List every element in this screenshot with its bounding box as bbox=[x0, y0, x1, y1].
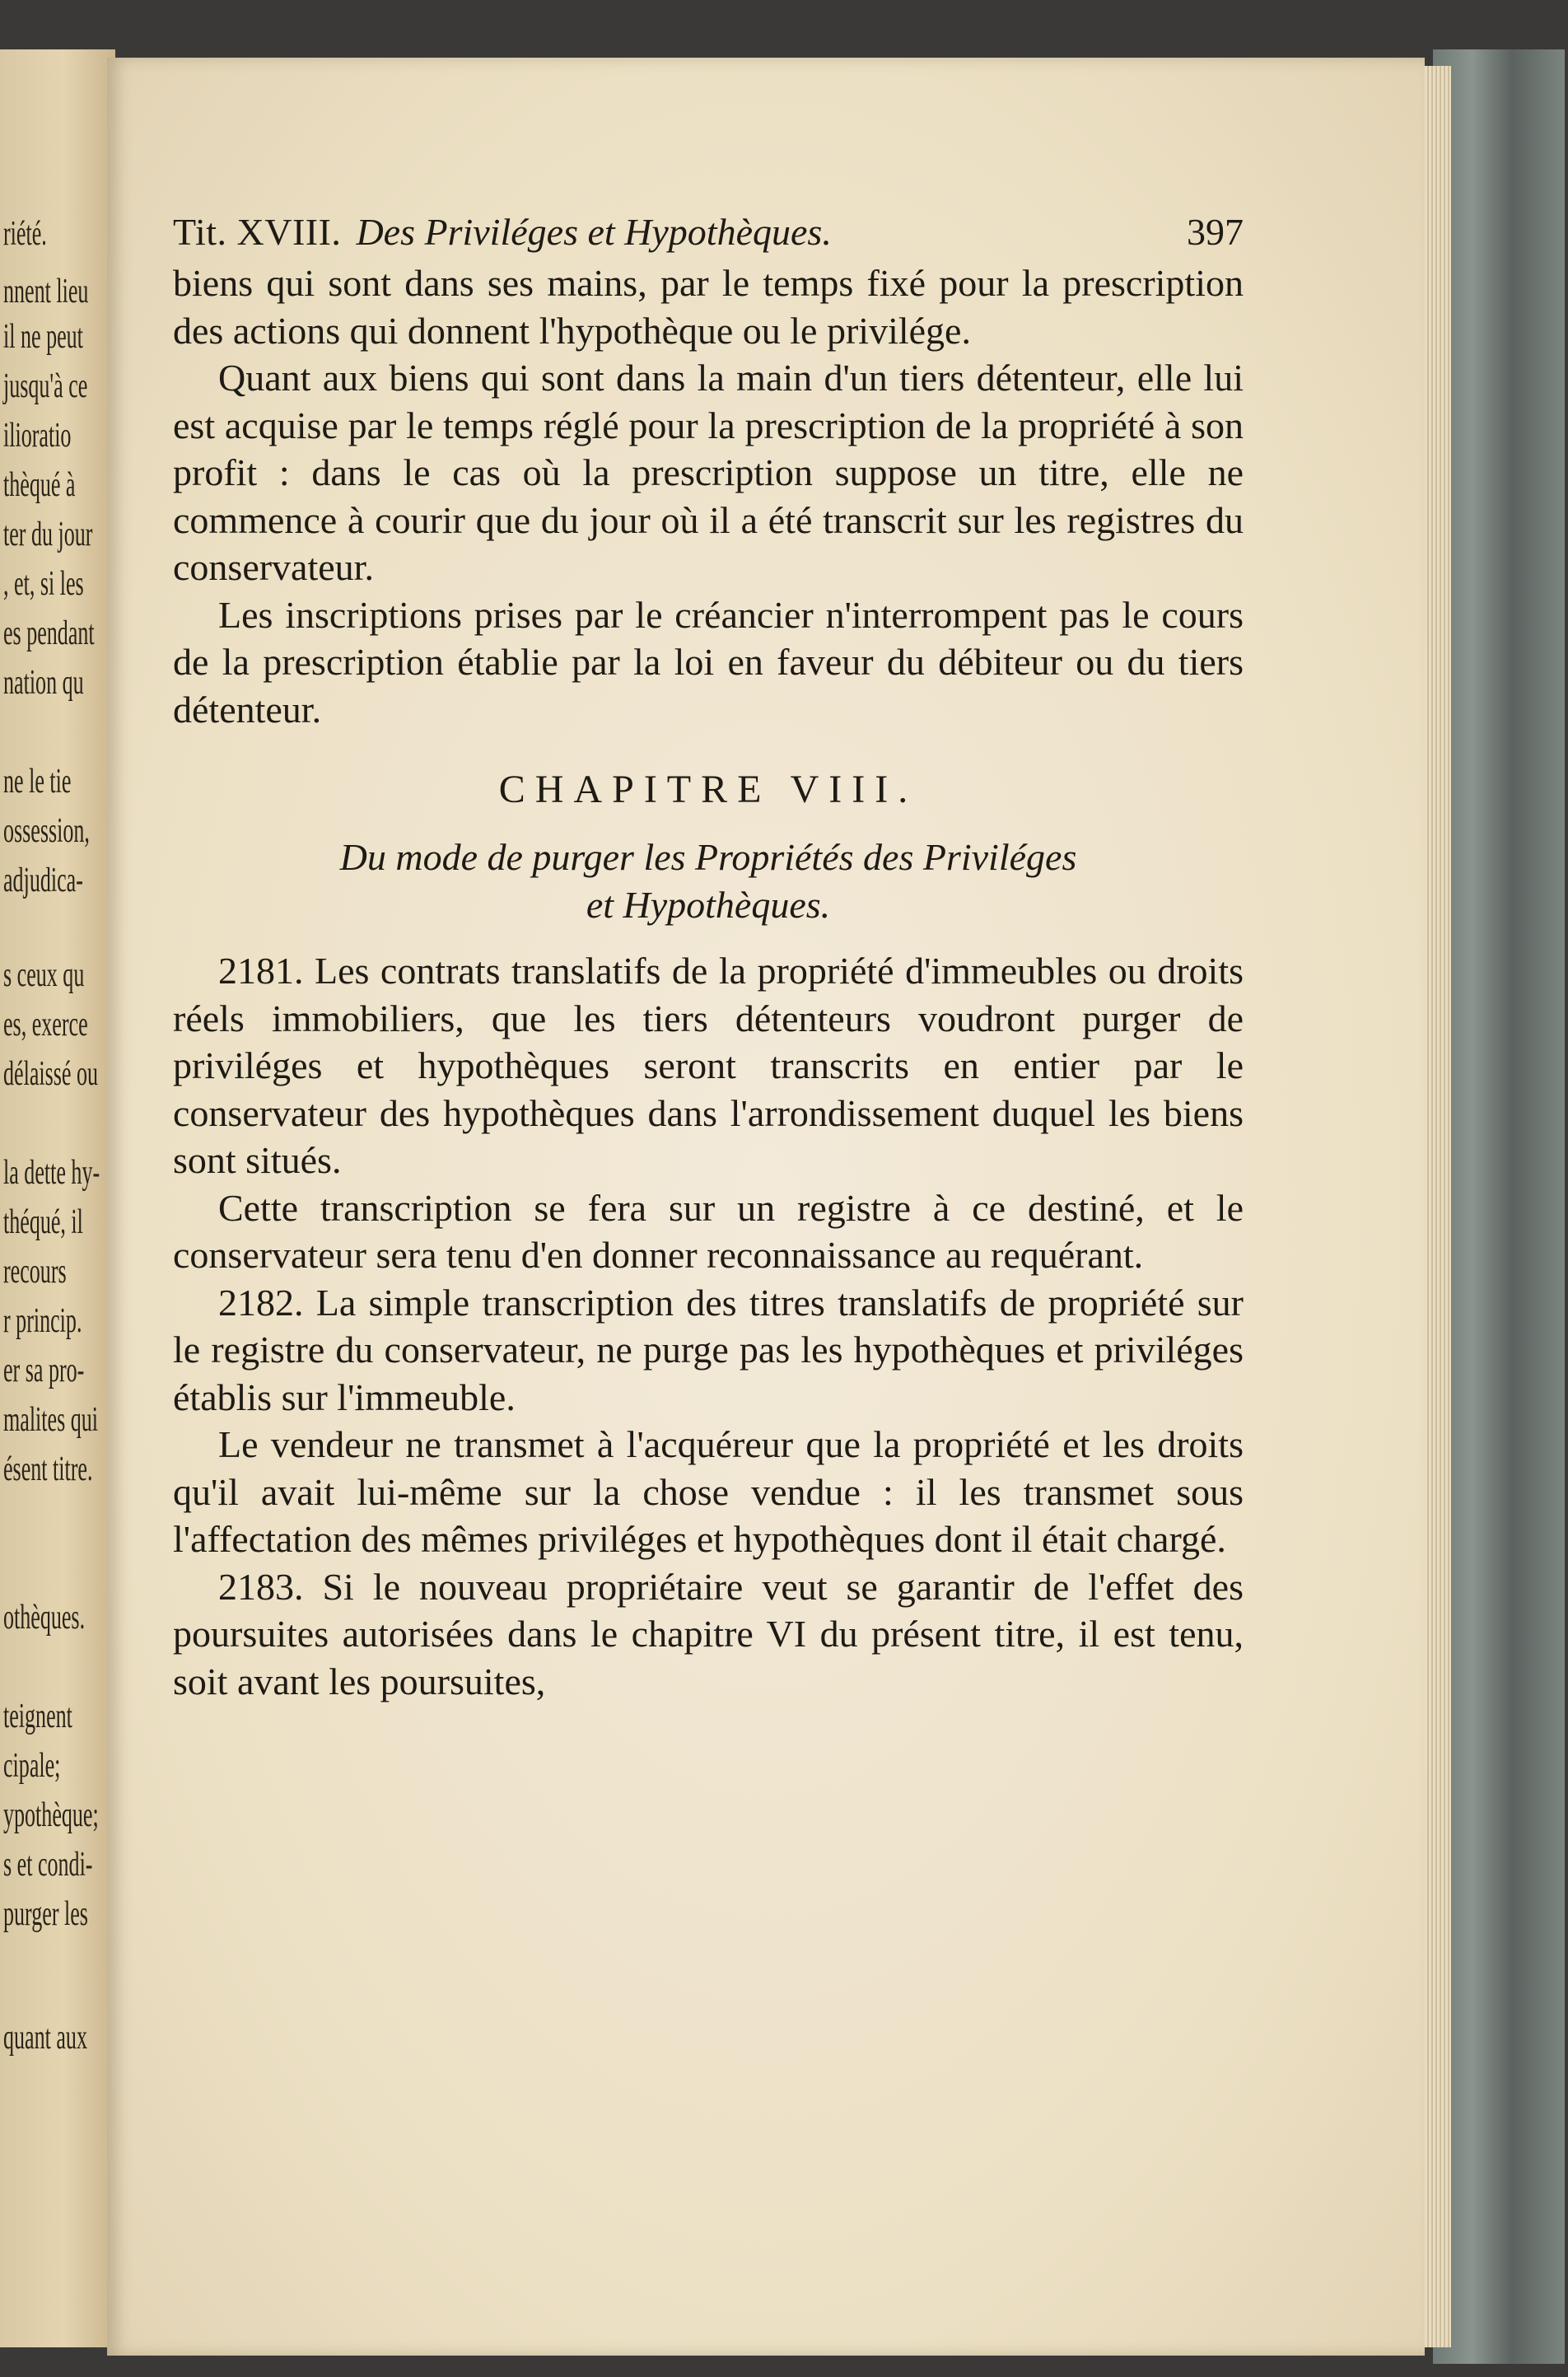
running-head-title: Tit. XVIII. bbox=[173, 211, 342, 253]
left-line: riété. bbox=[3, 215, 47, 253]
chapter-subtitle-line: Du mode de purger les Propriétés des Priviléges bbox=[339, 836, 1077, 878]
left-line: thèqué à bbox=[3, 466, 76, 504]
left-line: ossession, bbox=[3, 812, 90, 850]
left-line: othèques. bbox=[3, 1599, 86, 1637]
left-line: nation qu bbox=[3, 664, 84, 702]
article-2181: 2181. Les contrats translatifs de la propriété d'immeubles ou droits réels immobiliers, que les tiers détenteurs voudront purger de priviléges et hypothèques seront transcrits en entier par le conservateur des hypothèques dans l'arrondissement duquel les biens sont situés. bbox=[173, 950, 1244, 1181]
page-text-block bbox=[173, 210, 1244, 1705]
left-line: ne le tie bbox=[3, 763, 72, 801]
left-line: es pendant bbox=[3, 614, 95, 652]
left-line: ypothèque; bbox=[3, 1796, 99, 1834]
left-line: adjudica- bbox=[3, 862, 83, 899]
book-cover-edge bbox=[1433, 49, 1565, 2364]
left-line: jusqu'à ce bbox=[3, 367, 88, 405]
left-line: teignent bbox=[3, 1698, 72, 1735]
paragraph: biens qui sont dans ses mains, par le temps fixé pour la prescription des actions qui donnent l'hypothèque ou le privilége. bbox=[173, 262, 1244, 352]
paragraph: Les inscriptions prises par le créancier n'interrompent pas le cours de la prescription établie par la loi en faveur du débiteur ou du tiers détenteur. bbox=[173, 593, 1244, 731]
left-line: es, exerce bbox=[3, 1006, 88, 1044]
article-2182: 2182. La simple transcription des titres translatifs de propriété sur le registre du conservateur, ne purge pas les hypothèques et priviléges établis sur l'immeuble. bbox=[173, 1281, 1244, 1418]
paragraph: Cette transcription se fera sur un registre à ce destiné, et le conservateur sera tenu d'en donner reconnaissance au requérant. bbox=[173, 1186, 1244, 1276]
paragraph: Le vendeur ne transmet à l'acquéreur que la propriété et les droits qu'il avait lui-même sur la chose vendue : il les transmet sous l'affectation des mêmes priviléges et hypothèques dont il était chargé. bbox=[173, 1423, 1244, 1560]
running-head bbox=[173, 210, 1244, 259]
left-line: purger les bbox=[3, 1895, 88, 1933]
left-line: s et condi- bbox=[3, 1846, 93, 1884]
left-line: malites qui bbox=[3, 1401, 99, 1439]
left-line: il ne peut bbox=[3, 318, 83, 356]
page-number: 397 bbox=[1187, 211, 1244, 253]
left-line: ilioratio bbox=[3, 417, 72, 455]
paragraph: Quant aux biens qui sont dans la main d'un tiers détenteur, elle lui est acquise par le temps réglé pour la prescription de la propriété à son profit : dans le cas où la prescription suppose un titre, elle ne commence à courir que du jour où il a été transcrit sur les registres du conservateur. bbox=[173, 357, 1244, 588]
left-line: ter du jour bbox=[3, 516, 93, 553]
left-line: délaissé ou bbox=[3, 1055, 98, 1093]
left-line: recours bbox=[3, 1253, 67, 1291]
left-line: r princip. bbox=[3, 1302, 82, 1340]
left-facing-page bbox=[0, 49, 115, 2347]
left-line: cipale; bbox=[3, 1747, 61, 1785]
running-head-italic: Des Priviléges et Hypothèques. bbox=[356, 211, 832, 253]
left-line: la dette hy- bbox=[3, 1154, 100, 1192]
left-line: , et, si les bbox=[3, 565, 84, 603]
chapter-heading: CHAPITRE VIII. bbox=[498, 768, 918, 811]
left-line: s ceux qu bbox=[3, 956, 85, 994]
chapter-subtitle bbox=[173, 834, 1244, 929]
left-line: nnent lieu bbox=[3, 273, 89, 311]
article-2183: 2183. Si le nouveau propriétaire veut se garantir de l'effet des poursuites autorisées dans le chapitre VI du présent titre, il est tenu, soit avant les poursuites, bbox=[173, 1565, 1244, 1702]
left-line: quant aux bbox=[3, 2019, 87, 2057]
left-line: ésent titre. bbox=[3, 1450, 93, 1488]
left-line: er sa pro- bbox=[3, 1352, 85, 1389]
left-line: théqué, il bbox=[3, 1203, 83, 1241]
chapter-subtitle-line: et Hypothèques. bbox=[586, 884, 831, 926]
